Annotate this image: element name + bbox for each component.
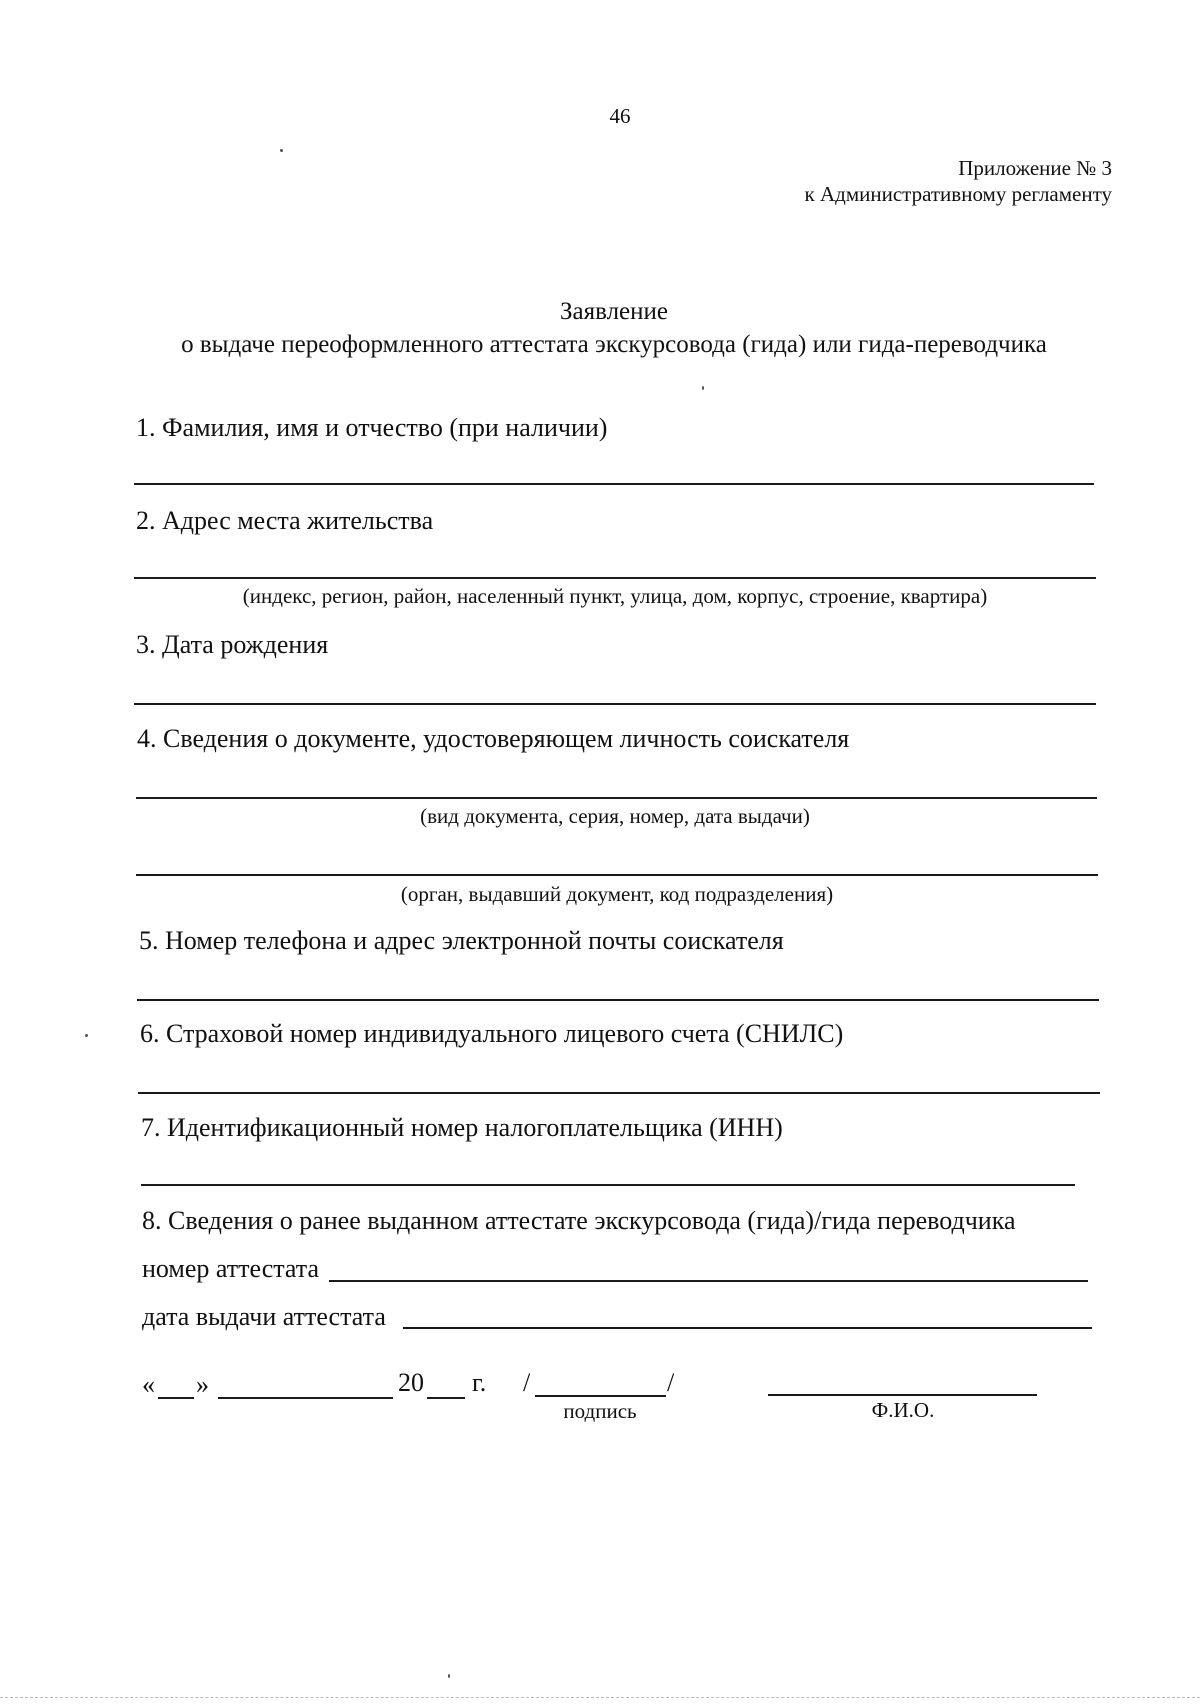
date-year-prefix: 20	[398, 1368, 424, 1397]
date-quote-close: »	[196, 1370, 209, 1399]
certificate-number-label: номер аттестата	[142, 1254, 319, 1283]
document-title: Заявление	[559, 298, 669, 325]
signature-line[interactable]	[535, 1395, 666, 1397]
field-4-line-2[interactable]	[136, 874, 1098, 876]
field-6-line[interactable]	[138, 1092, 1100, 1094]
date-year-line[interactable]	[427, 1397, 465, 1399]
date-year-suffix: г.	[472, 1368, 487, 1397]
field-2-line[interactable]	[134, 577, 1096, 579]
field-2-label: 2. Адрес места жительства	[136, 506, 434, 535]
field-7-label: 7. Идентификационный номер налогоплательщика (ИНН)	[141, 1113, 783, 1142]
scan-speck	[85, 1034, 88, 1037]
scan-edge-line	[0, 1697, 1200, 1698]
field-1-label: 1. Фамилия, имя и отчество (при наличии)	[136, 413, 608, 442]
full-name-line[interactable]	[768, 1394, 1037, 1396]
date-day-line[interactable]	[158, 1397, 194, 1399]
appendix-number: Приложение № 3	[958, 156, 1112, 180]
date-month-line[interactable]	[218, 1397, 393, 1399]
scan-speck	[448, 1674, 450, 1678]
certificate-number-line[interactable]	[329, 1280, 1088, 1282]
field-5-label: 5. Номер телефона и адрес электронной почты соискателя	[139, 926, 784, 955]
signature-slash-left: /	[523, 1368, 531, 1397]
field-2-hint: (индекс, регион, район, населенный пункт, улица, дом, корпус, строение, квартира)	[242, 584, 988, 608]
page-number: 46	[609, 104, 631, 128]
field-4-line-1[interactable]	[136, 797, 1097, 799]
field-3-label: 3. Дата рождения	[136, 630, 329, 659]
field-3-line[interactable]	[134, 703, 1096, 705]
date-quote-open: «	[142, 1370, 155, 1399]
certificate-date-label: дата выдачи аттестата	[142, 1302, 386, 1331]
field-8-label: 8. Сведения о ранее выданном аттестате экскурсовода (гида)/гида переводчика	[142, 1206, 1016, 1235]
field-1-line[interactable]	[134, 483, 1094, 485]
field-4-label: 4. Сведения о документе, удостоверяющем личность соискателя	[137, 724, 850, 753]
signature-slash-right: /	[667, 1368, 675, 1397]
field-5-line[interactable]	[137, 999, 1099, 1001]
field-6-label: 6. Страховой номер индивидуального лицевого счета (СНИЛС)	[140, 1019, 844, 1048]
field-7-line[interactable]	[141, 1184, 1075, 1186]
document-subtitle: о выдаче переоформленного аттестата экскурсовода (гида) или гида-переводчика	[181, 331, 1047, 358]
field-4-hint-1: (вид документа, серия, номер, дата выдачи)	[420, 804, 810, 828]
full-name-caption: Ф.И.О.	[871, 1398, 935, 1422]
field-4-hint-2: (орган, выдавший документ, код подразделения)	[400, 882, 834, 906]
scan-speck	[702, 386, 704, 390]
certificate-date-line[interactable]	[403, 1327, 1092, 1329]
signature-caption: подпись	[563, 1399, 637, 1423]
scan-speck	[280, 149, 283, 152]
appendix-reference: к Административному регламенту	[804, 182, 1112, 206]
